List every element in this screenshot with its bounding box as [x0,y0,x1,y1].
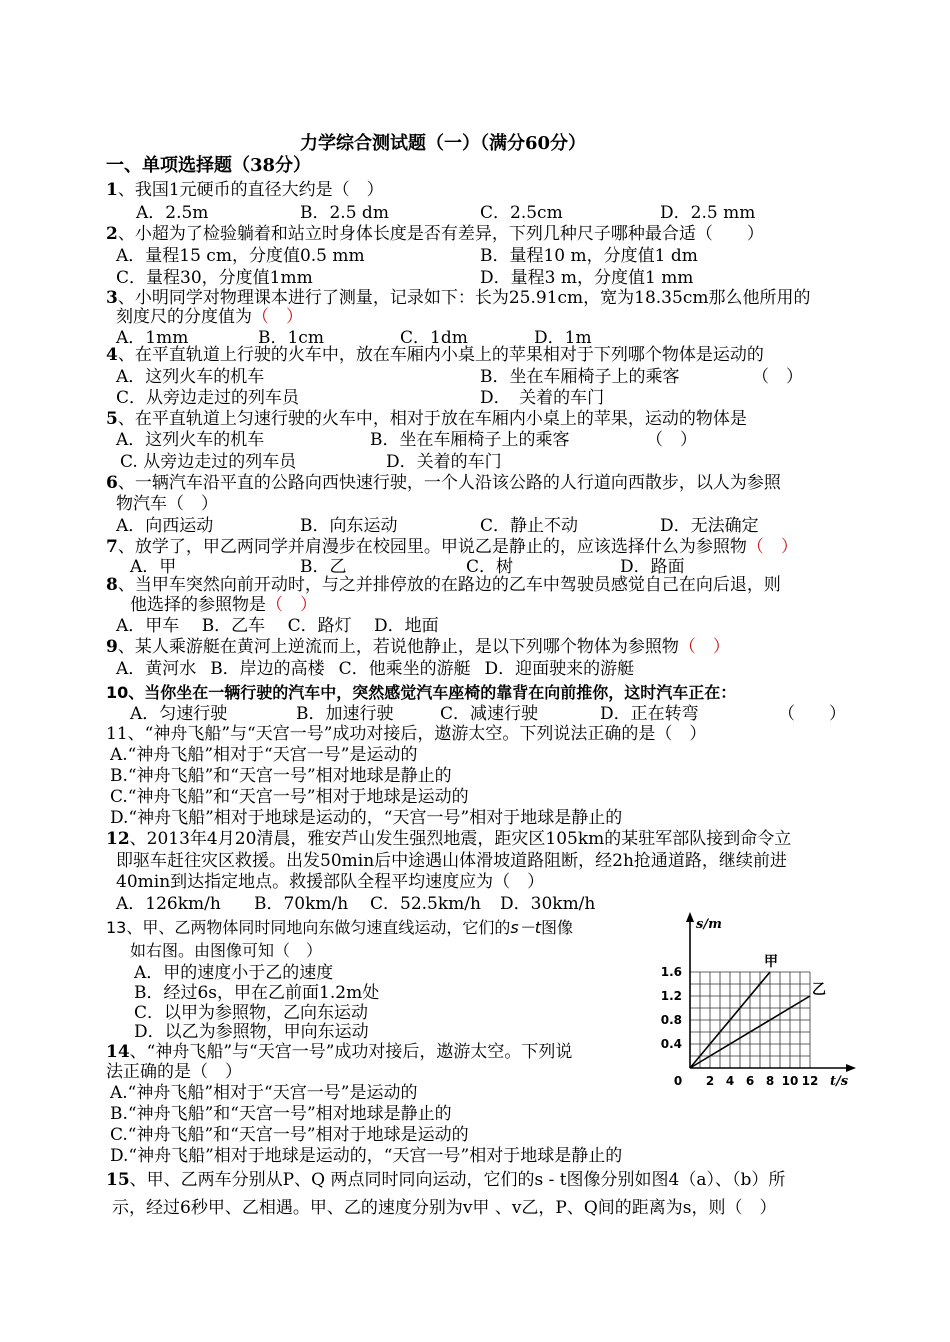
question-12: 12、2013年4月20清晨，雅安芦山发生强烈地震，距灾区105km的某驻军部队接到命令立 [106,829,792,849]
x-tick-label: 10 [781,1074,799,1088]
q13-option-c: C．以甲为参照物，乙向东运动 [134,1003,369,1023]
q11-option-a: A.“神舟飞船”相对于“天宫一号”是运动的 [110,745,418,765]
q2-option-b: B．量程10 m，分度值1 dm [480,246,698,266]
q9-option-d: D．迎面驶来的游艇 [484,659,635,679]
q7-option-b: B．乙 [300,557,347,577]
question-10: 10、当你坐在一辆行驶的汽车中，突然感觉汽车座椅的靠背在向前推你，这时汽车正在： [106,683,737,702]
q5-option-c: C. 从旁边走过的列车员 [120,452,297,472]
question-4: 4、在平直轨道上行驶的火车中，放在车厢内小桌上的苹果相对于下列哪个物体是运动的 [106,345,764,365]
q12-option-a: A．126km/h [116,894,221,914]
q7-option-d: D．路面 [620,557,685,577]
q7-option-c: C．树 [466,557,514,577]
question-2: 2、小超为了检验躺着和站立时身体长度是否有差异，下列几种尺子哪种最合适（ ） [106,224,764,244]
q4-option-d: D． 关着的车门 [480,388,605,408]
q11-option-c: C.“神舟飞船”和“天宫一号”相对于地球是运动的 [110,787,469,807]
question-11: 11、“神舟飞船”与“天宫一号”成功对接后，遨游太空。下列说法正确的是（ ） [106,724,707,744]
q14-option-c: C.“神舟飞船”和“天宫一号”相对于地球是运动的 [110,1125,469,1145]
page-title: 力学综合测试题（一）（满分60分） [300,133,587,154]
question-3-cont: 刻度尺的分度值为（ ） [116,307,303,327]
x-axis-arrow [846,1064,856,1072]
q10-option-c: C．减速行驶 [440,704,539,724]
question-12-cont-2: 40min到达指定地点。救援部队全程平均速度应为（ ） [116,872,545,892]
series-label-2: 乙 [812,982,826,998]
q6-option-c: C．静止不动 [480,516,579,536]
q14-option-d: D.“神舟飞船”相对于地球是运动的，“天宫一号”相对于地球是静止的 [110,1146,623,1166]
q1-option-d: D．2.5 mm [660,203,756,223]
question-15: 15、甲、乙两车分别从P、Q 两点同时同向运动，它们的s - t图像分别如图4（a）、（b）所 [106,1170,786,1190]
x-tick-label: 8 [765,1074,775,1088]
q1-option-c: C．2.5cm [480,203,563,223]
q9-option-b: B．岸边的高楼 [210,659,325,679]
q11-option-d: D.“神舟飞船”相对于地球是运动的，“天宫一号”相对于地球是静止的 [110,808,623,828]
q8-option-b: B．乙车 [201,616,266,636]
q9-options [116,659,634,679]
q5-option-d: D．关着的车门 [386,452,502,472]
y-tick-label: 1.6 [660,965,682,979]
y-tick-label: 0.8 [660,1013,682,1027]
q4-option-c: C．从旁边走过的列车员 [116,388,300,408]
question-14-cont: 法正确的是（ ） [106,1062,242,1082]
question-1: 1、我国1元硬币的直径大约是（ ） [106,180,384,200]
q3-option-d: D．1m [534,328,592,348]
q3-option-a: A．1mm [116,328,189,348]
q8-option-c: C．路灯 [287,616,352,636]
y-tick-label: 1.2 [660,989,682,1003]
x-tick-label: 0 [673,1074,683,1088]
q6-option-a: A．向西运动 [116,516,214,536]
q12-option-d: D．30km/h [500,894,596,914]
question-13: 13、甲、乙两物体同时同地向东做匀速直线运动，它们的s－t图像 [106,918,574,937]
q5-option-b: B．坐在车厢椅子上的乘客 [370,430,570,450]
st-graph [650,908,865,1108]
series-label-1: 甲 [764,954,778,970]
y-axis-label: s/m [696,917,722,932]
question-6-cont: 物汽车（ ） [116,494,218,514]
q8-option-a: A．甲车 [116,616,180,636]
q2-option-c: C．量程30，分度值1mm [116,268,313,288]
q9-option-a: A．黄河水 [116,659,197,679]
q10-option-b: B．加速行驶 [296,704,394,724]
q7-option-a: A．甲 [130,557,177,577]
q2-option-a: A．量程15 cm，分度值0.5 mm [116,246,365,266]
q5-option-a: A．这列火车的机车 [116,430,265,450]
q8-option-d: D．地面 [374,616,439,636]
x-tick-label: 6 [745,1074,755,1088]
q14-option-a: A.“神舟飞船”相对于“天宫一号”是运动的 [110,1083,418,1103]
question-3: 3、小明同学对物理课本进行了测量，记录如下：长为25.91cm，宽为18.35cm那么他所用的 [106,288,811,308]
q10-answer-paren: （ ） [778,704,846,724]
q9-option-c: C．他乘坐的游艇 [338,659,471,679]
x-tick-label: 2 [705,1074,715,1088]
q4-option-a: A．这列火车的机车 [116,367,265,387]
question-8-cont: 他选择的参照物是（ ） [130,595,317,615]
answer-paren: （ ） [746,537,798,557]
q10-option-d: D．正在转弯 [600,704,699,724]
question-5: 5、在平直轨道上匀速行驶的火车中，相对于放在车厢内小桌上的苹果，运动的物体是 [106,409,747,429]
question-9: 9、某人乘游艇在黄河上逆流而上，若说他静止，是以下列哪个物体为参照物（ ） [106,637,730,657]
question-13-cont: 如右图。由图像可知（ ） [130,941,323,960]
answer-paren: （ ） [678,637,730,657]
question-8: 8、当甲车突然向前开动时，与之并排停放的在路边的乙车中驾驶员感觉自己在向后退，则 [106,575,781,595]
question-14: 14、“神舟飞船”与“天宫一号”成功对接后，遨游太空。下列说 [106,1042,573,1062]
answer-paren: （ ） [252,307,303,327]
question-7: 7、放学了，甲乙两同学并肩漫步在校园里。甲说乙是静止的，应该选择什么为参照物（ ） [106,537,798,557]
q4-answer-paren: （ ） [752,367,803,387]
q5-answer-paren: （ ） [646,430,697,450]
answer-paren: （ ） [266,595,317,615]
q4-option-b: B．坐在车厢椅子上的乘客 [480,367,680,387]
x-tick-label: 4 [725,1074,735,1088]
q6-option-b: B．向东运动 [300,516,398,536]
q12-option-c: C．52.5km/h [370,894,481,914]
question-15-cont: 示，经过6秒甲、乙相遇。甲、乙的速度分别为v甲 、v乙，P、Q间的距离为s，则（ ） [112,1198,777,1218]
q2-option-d: D．量程3 m，分度值1 mm [480,268,694,288]
x-tick-label: 12 [801,1074,819,1088]
q13-option-a: A．甲的速度小于乙的速度 [134,963,334,983]
q13-option-b: B．经过6s，甲在乙前面1.2m处 [134,983,380,1003]
q14-option-b: B.“神舟飞船”和“天宫一号”相对地球是静止的 [110,1104,452,1124]
q1-option-a: A．2.5m [136,203,209,223]
question-12-cont: 即驱车赶往灾区救援。出发50min后中途遇山体滑坡道路阻断，经2h抢通道路，继续前进 [116,851,787,871]
q3-option-b: B．1cm [258,328,324,348]
q1-option-b: B．2.5 dm [300,203,389,223]
x-axis-label: t/s [830,1074,849,1089]
y-axis-arrow [686,912,694,922]
q11-option-b: B.“神舟飞船”和“天宫一号”相对地球是静止的 [110,766,452,786]
section-heading: 一、单项选择题（38分） [106,155,312,176]
q13-option-d: D．以乙为参照物，甲向东运动 [134,1022,369,1042]
q12-option-b: B．70km/h [254,894,349,914]
q10-option-a: A．匀速行驶 [130,704,228,724]
q3-option-c: C．1dm [400,328,468,348]
y-tick-label: 0.4 [660,1037,682,1051]
q6-option-d: D．无法确定 [660,516,759,536]
q8-options [116,616,439,636]
question-6: 6、一辆汽车沿平直的公路向西快速行驶，一个人沿该公路的人行道向西散步，以人为参照 [106,473,781,493]
